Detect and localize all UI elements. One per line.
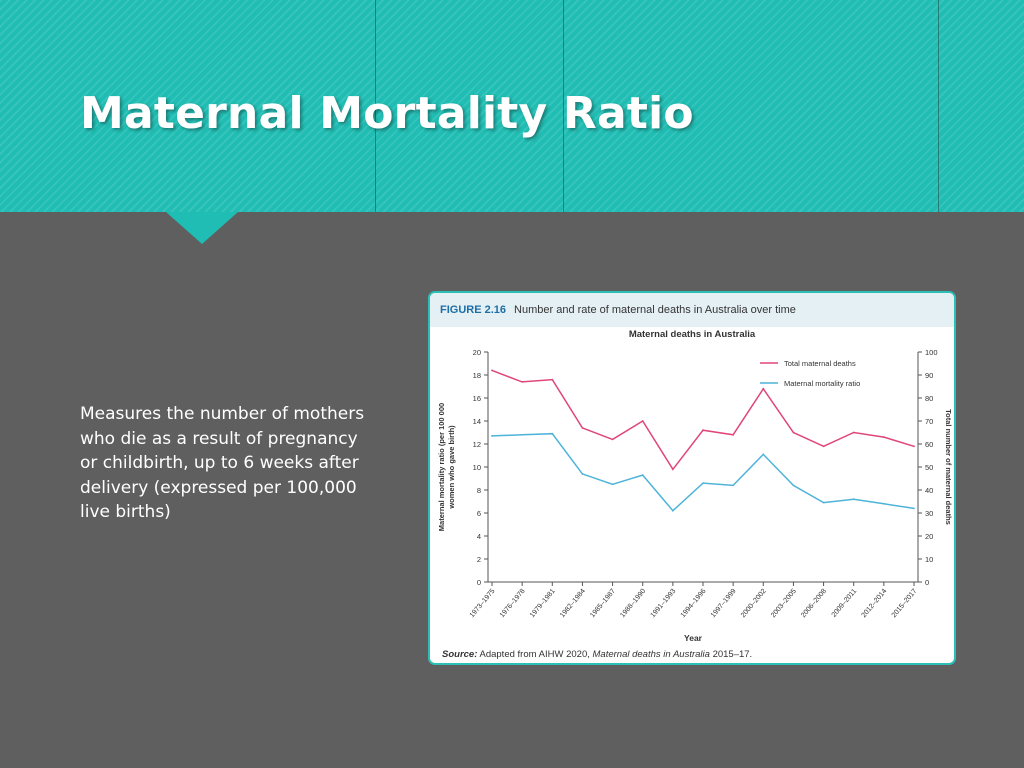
- left-y-tick-label: 20: [472, 348, 481, 357]
- x-tick-label: 1976–1978: [498, 587, 527, 620]
- header-banner: [0, 0, 1024, 212]
- data-point: [521, 434, 523, 436]
- right-y-tick-label: 40: [925, 486, 934, 495]
- data-point: [883, 436, 885, 438]
- source-label: Source:: [442, 649, 478, 660]
- x-tick-label: 2000–2002: [739, 587, 768, 620]
- data-point: [551, 379, 553, 381]
- legend-label: Maternal mortality ratio: [784, 379, 861, 388]
- figure-panel: [428, 291, 956, 665]
- data-point: [582, 427, 584, 429]
- data-point: [732, 434, 734, 436]
- data-point: [551, 433, 553, 435]
- data-point: [702, 429, 704, 431]
- data-point: [642, 420, 644, 422]
- left-y-axis-label-line: women who gave birth): [447, 425, 456, 509]
- left-y-axis-label: [437, 403, 456, 531]
- right-y-tick-label: 80: [925, 394, 934, 403]
- data-point: [913, 445, 915, 447]
- x-tick-label: 2003–2005: [770, 587, 798, 620]
- left-y-axis-label-line: Maternal mortality ratio (per 100 000: [437, 402, 446, 532]
- left-y-tick-label: 8: [476, 486, 481, 495]
- right-y-tick-label: 90: [925, 371, 934, 380]
- right-y-tick-label: 70: [925, 417, 934, 426]
- data-point: [793, 432, 795, 434]
- header-pointer: [166, 212, 238, 244]
- data-point: [702, 482, 704, 484]
- right-y-tick-label: 60: [925, 440, 934, 449]
- figure-number: FIGURE 2.16: [440, 304, 507, 316]
- data-point: [853, 498, 855, 500]
- data-point: [521, 381, 523, 383]
- data-point: [883, 503, 885, 505]
- data-point: [823, 445, 825, 447]
- data-point: [582, 473, 584, 475]
- source-tail: 2015–17.: [712, 649, 753, 660]
- x-tick-label: 1991–1993: [649, 587, 678, 620]
- right-y-tick-label: 0: [925, 578, 930, 587]
- data-point: [853, 432, 855, 434]
- left-y-tick-label: 0: [476, 578, 481, 587]
- left-y-tick-label: 18: [472, 371, 481, 380]
- left-y-tick-label: 4: [476, 532, 481, 541]
- x-tick-label: 2006–2008: [800, 587, 829, 620]
- data-point: [762, 388, 764, 390]
- x-tick-label: 2012–2014: [860, 587, 889, 620]
- header-divider: [938, 0, 939, 212]
- left-y-tick-label: 6: [476, 509, 481, 518]
- slide-title: Maternal Mortality Ratio: [80, 88, 694, 139]
- x-tick-label: 2009–2011: [830, 587, 859, 619]
- left-y-tick-label: 14: [472, 417, 481, 426]
- data-point: [793, 485, 795, 487]
- data-point: [762, 453, 764, 455]
- left-y-tick-label: 2: [476, 555, 481, 564]
- right-y-tick-label: 20: [925, 532, 934, 541]
- source-title: Maternal deaths in Australia: [592, 649, 710, 660]
- right-y-tick-label: 30: [925, 509, 934, 518]
- data-point: [823, 502, 825, 504]
- data-point: [491, 435, 493, 437]
- x-tick-label: 1988–1990: [619, 587, 648, 620]
- chart-title: Maternal deaths in Australia: [628, 329, 756, 340]
- right-y-tick-label: 100: [925, 348, 938, 357]
- x-tick-label: 1982–1984: [559, 587, 587, 620]
- x-tick-label: 1979–1981: [528, 587, 557, 620]
- data-point: [913, 508, 915, 510]
- x-tick-label: 1994–1996: [679, 587, 708, 620]
- x-tick-label: 1997–1999: [709, 587, 738, 620]
- left-y-tick-label: 16: [472, 394, 481, 403]
- x-tick-label: 2015–2017: [890, 587, 919, 620]
- data-point: [642, 474, 644, 476]
- figure-caption: Number and rate of maternal deaths in Australia over time: [514, 304, 796, 316]
- legend-label: Total maternal deaths: [784, 359, 856, 368]
- slide-body-text: Measures the number of mothers who die as a result of pregnancy or childbirth, up to 6 weeks after delivery (expressed per 100,000 live births): [80, 404, 365, 522]
- line-chart: [430, 293, 954, 663]
- right-y-tick-label: 50: [925, 463, 934, 472]
- data-point: [491, 370, 493, 372]
- left-y-tick-label: 12: [472, 440, 481, 449]
- left-y-tick-label: 10: [472, 463, 481, 472]
- data-point: [612, 439, 614, 441]
- data-point: [672, 468, 674, 470]
- source-text: Adapted from AIHW 2020,: [479, 649, 590, 660]
- series-line: [492, 434, 914, 511]
- right-y-axis-label: Total number of maternal deaths: [944, 409, 953, 525]
- x-tick-label: 1985–1987: [589, 587, 618, 620]
- x-tick-label: 1973–1975: [468, 587, 497, 620]
- figure-source: [442, 649, 752, 660]
- data-point: [732, 485, 734, 487]
- x-axis-label: Year: [684, 633, 702, 643]
- right-y-tick-label: 10: [925, 555, 934, 564]
- data-point: [672, 510, 674, 512]
- data-point: [612, 483, 614, 485]
